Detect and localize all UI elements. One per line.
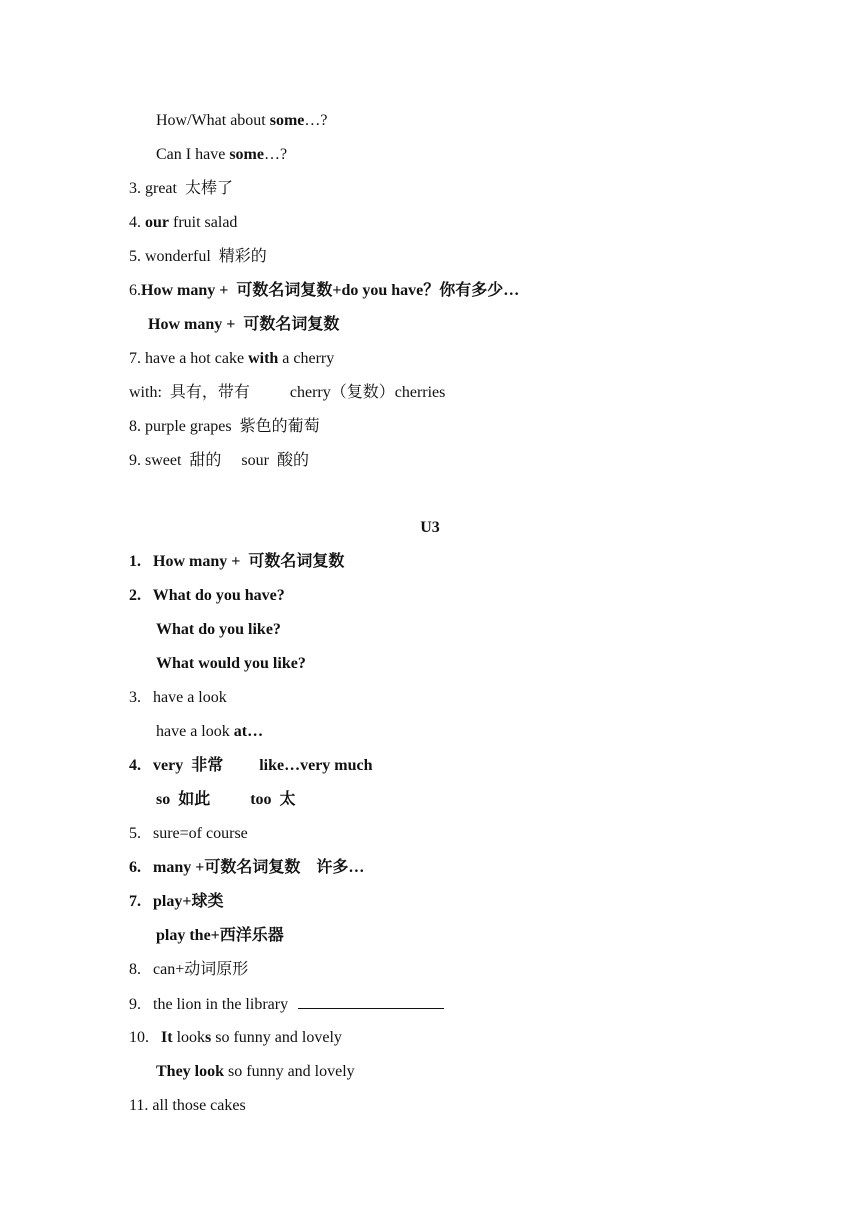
bold-text: How many + 可数名词复数 <box>148 316 340 333</box>
note-line <box>156 722 263 742</box>
text: …? <box>263 146 288 163</box>
text: 9. the lion in the library <box>129 996 293 1013</box>
text: 9. sweet 甜的 sour 酸的 <box>129 452 309 469</box>
section-title-u3: U3 <box>420 519 440 536</box>
bold-text: They look <box>156 1063 225 1080</box>
bold-text: It <box>161 1029 173 1046</box>
note-line <box>156 620 281 640</box>
note-line <box>129 417 320 437</box>
note-line <box>156 654 306 674</box>
text: …? <box>304 112 328 129</box>
bold-text: some <box>229 146 264 163</box>
bold-text: at… <box>233 723 264 740</box>
bold-text: 2. What do you have? <box>129 587 285 604</box>
text: 3. great 太棒了 <box>129 180 233 197</box>
bold-text: play the+西洋乐器 <box>156 927 284 944</box>
note-line <box>129 349 334 369</box>
bold-text: 6. many +可数名词复数 许多… <box>129 859 365 876</box>
text: 11. all those cakes <box>129 1097 246 1114</box>
bold-text: 4. very 非常 like…very much <box>129 757 373 774</box>
note-line <box>129 247 267 267</box>
note-line <box>129 451 309 471</box>
text: so funny and lovely <box>211 1029 342 1046</box>
text: 4. <box>129 214 145 231</box>
note-line <box>129 213 237 233</box>
text: 5. sure=of course <box>129 825 248 842</box>
text: Can I have <box>156 146 230 163</box>
note-line <box>129 586 285 606</box>
bold-text: How many + 可数名词复数+do you have？你有多少… <box>141 282 520 299</box>
note-line <box>156 790 296 810</box>
text: 8. purple grapes 紫色的葡萄 <box>129 418 320 435</box>
note-line <box>156 111 328 131</box>
note-line <box>129 383 445 403</box>
text: look <box>172 1029 206 1046</box>
text: have a look <box>156 723 234 740</box>
note-line <box>129 756 373 776</box>
note-line <box>129 960 248 980</box>
note-line <box>156 1062 355 1082</box>
text: 8. can+动词原形 <box>129 961 249 978</box>
text: 6. <box>129 282 141 299</box>
note-line <box>148 315 339 335</box>
text: 3. have a look <box>129 689 227 706</box>
note-line <box>129 281 519 301</box>
note-line <box>129 824 248 844</box>
note-line <box>129 892 223 912</box>
bold-text: s <box>205 1029 212 1046</box>
note-line <box>129 858 364 878</box>
note-line <box>156 145 287 165</box>
text: 5. wonderful 精彩的 <box>129 248 267 265</box>
bold-text: 1. How many + 可数名词复数 <box>129 553 345 570</box>
note-line <box>156 926 284 946</box>
bold-text: What would you like? <box>156 655 306 672</box>
note-line <box>129 994 444 1014</box>
bold-text: some <box>269 112 305 129</box>
text: a cherry <box>278 350 335 367</box>
text: fruit salad <box>169 214 238 231</box>
bold-text: 7. play+球类 <box>129 893 224 910</box>
note-line <box>129 688 227 708</box>
text: with: 具有，带有 cherry（复数）cherries <box>129 384 446 401</box>
bold-text: What do you like? <box>156 621 281 638</box>
text: How/What about <box>156 112 270 129</box>
note-line <box>129 1096 246 1116</box>
bold-text: so 如此 too 太 <box>156 791 296 808</box>
text: so funny and lovely <box>224 1063 355 1080</box>
note-line <box>129 552 344 572</box>
fill-in-blank <box>298 994 444 1009</box>
note-line <box>129 1028 342 1048</box>
text: 10. <box>129 1029 161 1046</box>
note-line <box>129 179 233 199</box>
bold-text: our <box>145 214 169 231</box>
text: 7. have a hot cake <box>129 350 249 367</box>
bold-text: with <box>248 350 279 367</box>
